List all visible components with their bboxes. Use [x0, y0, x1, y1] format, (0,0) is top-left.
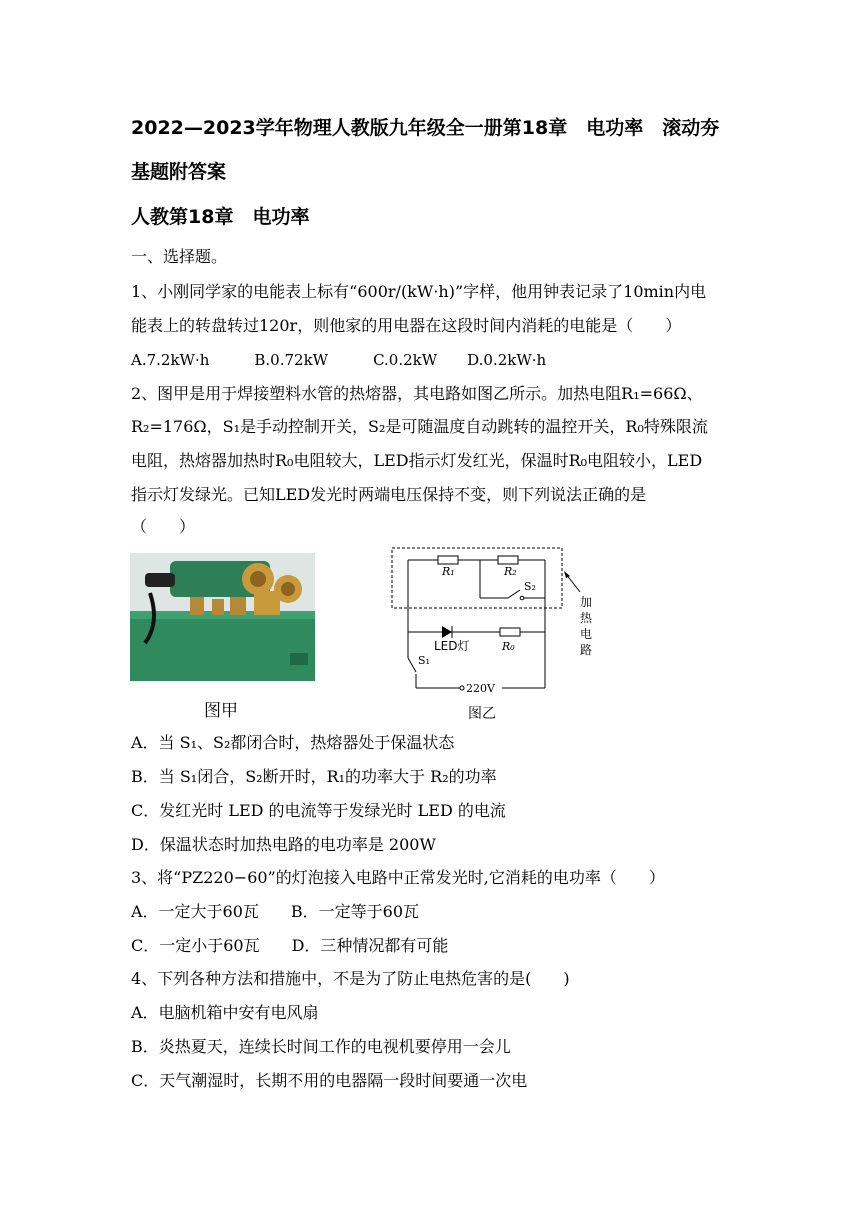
r1-resistor: [438, 556, 458, 564]
r0-resistor: [500, 628, 520, 636]
q3-options-ab: A．一定大于60瓦 B．一定等于60瓦: [131, 902, 420, 921]
q4-option-b: B．炎热夏天，连续长时间工作的电视机要停用一会儿: [131, 1037, 511, 1056]
machine-illustration: [130, 553, 315, 681]
r2-label: R₂: [504, 565, 517, 578]
figure-a-caption: 图甲: [204, 701, 238, 721]
q2-option-d: D．保温状态时加热电路的电功率是 200W: [131, 835, 436, 854]
q2-line5: （ ）: [131, 517, 196, 536]
circuit-diagram: [380, 540, 610, 725]
q3-options-cd: C．一定小于60瓦 D．三种情况都有可能: [131, 936, 449, 955]
q2-line3: 电阻，热熔器加热时R₀电阻较大，LED指示灯发红光，保温时R₀电阻较小，LED: [131, 451, 703, 470]
heating-label-2: 热: [580, 611, 593, 625]
heating-label-1: 加: [580, 595, 593, 609]
q1-line1: 1、小刚同学家的电能表上标有“600r/(kW·h)”字样，他用钟表记录了10min内电: [131, 282, 707, 301]
heating-label-4: 路: [580, 643, 593, 657]
s2-label: S₂: [524, 580, 536, 593]
q4-option-a: A．电脑机箱中安有电风扇: [131, 1003, 319, 1022]
r2-resistor: [498, 556, 518, 564]
q2-line2: R₂=176Ω，S₁是手动控制开关，S₂是可随温度自动跳转的温控开关，R₀特殊限流: [131, 417, 708, 436]
q2-line4: 指示灯发绿光。已知LED发光时两端电压保持不变，则下列说法正确的是: [131, 485, 647, 504]
figure-b-caption: 图乙: [468, 706, 496, 722]
q4-line1: 4、下列各种方法和措施中，不是为了防止电热危害的是( ): [131, 969, 570, 988]
doc-title-line1: 2022—2023学年物理人教版九年级全一册第18章 电功率 滚动夯: [131, 117, 720, 139]
s2-switch: [508, 590, 520, 598]
q2-option-a: A．当 S₁、S₂都闭合时，热熔器处于保温状态: [131, 733, 455, 752]
s1-switch: [408, 658, 416, 672]
source-label: 220V: [466, 682, 495, 695]
q3-line1: 3、将“PZ220−60”的灯泡接入电路中正常发光时,它消耗的电功率（ ）: [131, 868, 665, 887]
heating-label-3: 电: [580, 627, 593, 641]
led-icon: [442, 626, 452, 638]
q2-option-c: C．发红光时 LED 的电流等于发绿光时 LED 的电流: [131, 801, 506, 820]
doc-title-line2: 基题附答案: [131, 161, 227, 183]
chapter-heading: 人教第18章 电功率: [131, 206, 310, 228]
heat-fusion-machine-photo: [130, 553, 315, 681]
led-label: LED灯: [434, 639, 470, 653]
r0-label: R₀: [502, 640, 515, 653]
q2-option-b: B．当 S₁闭合，S₂断开时，R₁的功率大于 R₂的功率: [131, 767, 497, 786]
section-heading: 一、选择题。: [131, 247, 228, 266]
q1-line2: 能表上的转盘转过120r，则他家的用电器在这段时间内消耗的电能是（ ）: [131, 316, 682, 335]
s1-label: S₁: [418, 654, 430, 667]
r1-label: R₁: [442, 565, 455, 578]
q4-option-c: C．天气潮湿时，长期不用的电器隔一段时间要通一次电: [131, 1071, 528, 1090]
q2-line1: 2、图甲是用于焊接塑料水管的热熔器，其电路如图乙所示。加热电阻R₁=66Ω、: [131, 384, 703, 403]
q1-options: A.7.2kW·h B.0.72kW C.0.2kW D.0.2kW·h: [131, 351, 547, 369]
